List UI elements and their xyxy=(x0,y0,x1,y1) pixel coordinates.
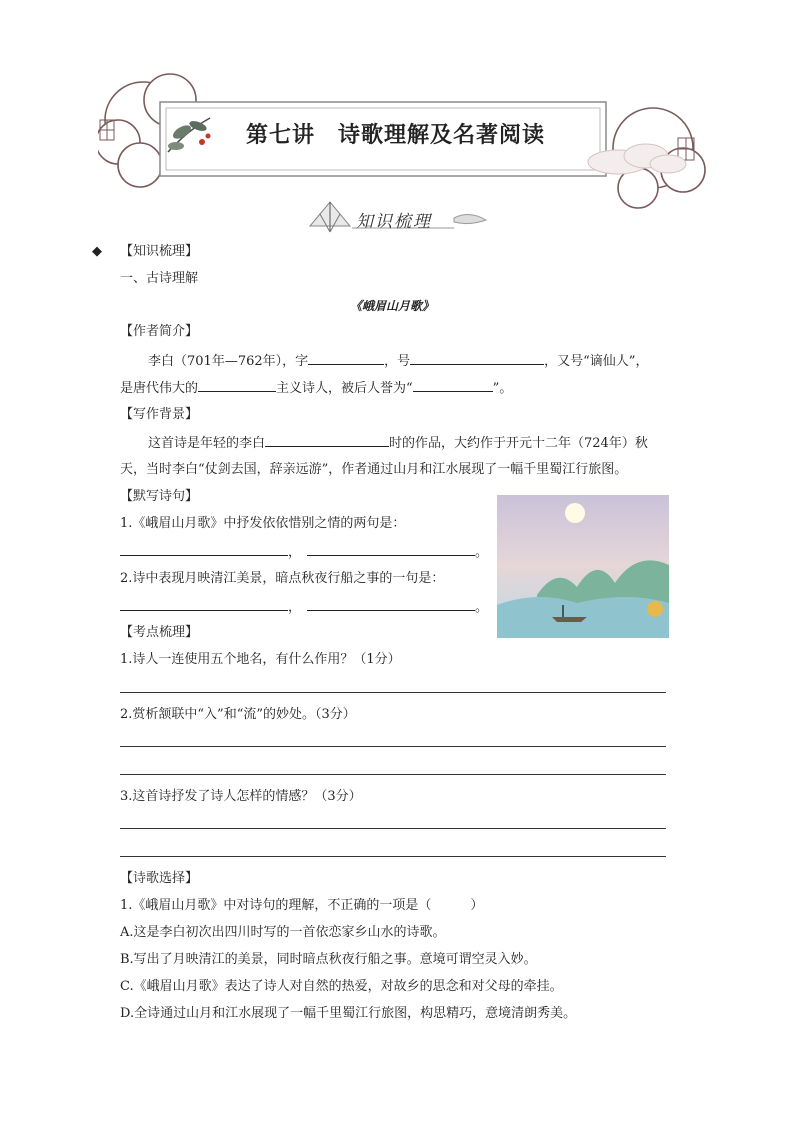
dictation-q1-answer: ， 。 xyxy=(120,541,488,563)
author-line-1: 李白（701年—762年），字 ，号 ，又号“谪仙人”， xyxy=(148,350,648,372)
dictation-q1: 1.《峨眉山月歌》中抒发依依惜别之情的两句是： xyxy=(120,516,406,531)
answer-blank[interactable] xyxy=(307,596,475,611)
fan-icon xyxy=(310,202,350,232)
background-line-2: 天，当时李白“仗剑去国，辞亲远游”，作者通过山月和江水展现了一幅千里蜀江行旅图。 xyxy=(120,462,628,477)
author-heading: 【作者简介】 xyxy=(120,324,199,339)
answer-blank[interactable] xyxy=(120,541,288,556)
knowledge-heading: 【知识梳理】 xyxy=(120,244,199,259)
blank-title[interactable] xyxy=(413,377,493,392)
answer-line[interactable] xyxy=(120,746,666,747)
answer-blank[interactable] xyxy=(307,541,475,556)
background-line-1: 这首诗是年轻的李白 时的作品，大约作于开元十二年（724年）秋 xyxy=(148,432,648,454)
banner-label: 知识梳理 xyxy=(356,212,432,232)
option-d[interactable]: D.全诗通过山月和江水展现了一幅千里蜀江行旅图，构思精巧，意境清朗秀美。 xyxy=(120,1006,577,1021)
answer-line[interactable] xyxy=(120,692,666,693)
choice-question: 1.《峨眉山月歌》中对诗句的理解，不正确的一项是（ ） xyxy=(120,898,484,913)
option-b[interactable]: B.写出了月映清江的美景，同时暗点秋夜行船之事。意境可谓空灵入妙。 xyxy=(120,952,537,967)
background-heading: 【写作背景】 xyxy=(120,407,199,422)
blank-period[interactable] xyxy=(265,432,389,447)
exam-points-heading: 【考点梳理】 xyxy=(120,625,199,640)
blank-art-name[interactable] xyxy=(410,350,544,365)
option-c[interactable]: C.《峨眉山月歌》表达了诗人对自然的热爱，对故乡的思念和对父母的牵挂。 xyxy=(120,979,563,994)
answer-line[interactable] xyxy=(120,856,666,857)
poem-title: 《峨眉山月歌》 xyxy=(350,299,435,313)
moon-river-illustration xyxy=(497,495,669,638)
author-line-2: 是唐代伟大的 主义诗人，被后人誉为“ ”。 xyxy=(120,377,512,399)
answer-line[interactable] xyxy=(120,828,666,829)
choice-heading: 【诗歌选择】 xyxy=(120,871,199,886)
answer-line[interactable] xyxy=(120,774,666,775)
exam-q1: 1.诗人一连使用五个地名，有什么作用？（1分） xyxy=(120,652,401,667)
dictation-q2-answer: ， 。 xyxy=(120,596,488,618)
blank-courtesy-name[interactable] xyxy=(308,350,384,365)
moon-icon xyxy=(565,503,585,523)
exam-q2: 2.赏析颔联中“入”和“流”的妙处。（3分） xyxy=(120,707,356,722)
exam-q3: 3.这首诗抒发了诗人怎样的情感？（3分） xyxy=(120,789,362,804)
bullet-icon: ◆ xyxy=(92,244,102,259)
option-a[interactable]: A.这是李白初次出四川时写的一首依恋家乡山水的诗歌。 xyxy=(120,925,446,940)
page-title: 第七讲 诗歌理解及名著阅读 xyxy=(246,122,546,148)
answer-blank[interactable] xyxy=(120,596,288,611)
part1-heading: 一、古诗理解 xyxy=(120,271,199,286)
dictation-heading: 【默写诗句】 xyxy=(120,489,199,504)
blank-ism[interactable] xyxy=(198,377,276,392)
dictation-q2: 2.诗中表现月映清江美景，暗点秋夜行船之事的一句是： xyxy=(120,571,445,586)
